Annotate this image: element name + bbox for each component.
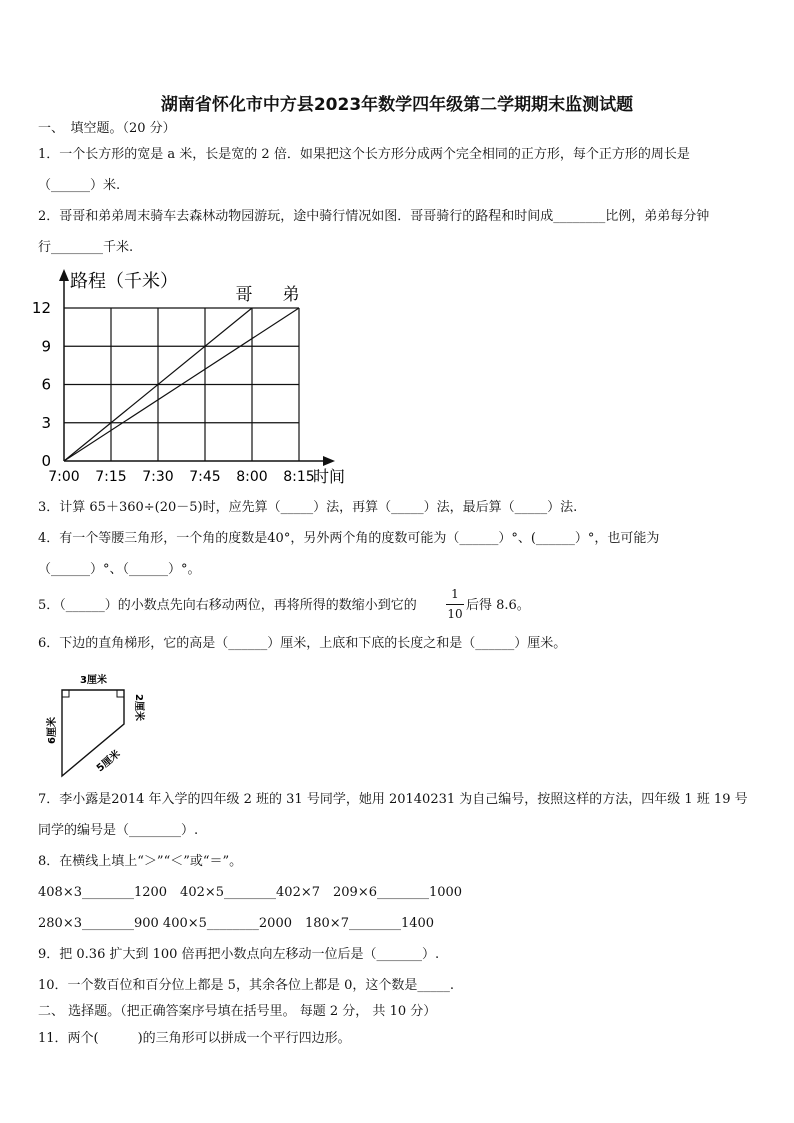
page-title: 湖南省怀化市中方县2023年数学四年级第二学期期末监测试题 xyxy=(160,95,634,115)
q5-fraction-bar xyxy=(446,604,464,605)
x-tick-label: 8:00 xyxy=(236,469,268,485)
x-axis-title: 时间 xyxy=(313,467,346,486)
left-side-label: 6厘米 xyxy=(47,717,58,744)
y-tick-label: 3 xyxy=(41,413,51,432)
q4-line1: 4．有一个等腰三角形，一个角的度数是40°，另外两个角的度数可能为（______）°、(______）°，也可能为 xyxy=(38,531,660,546)
top-side-label: 3厘米 xyxy=(80,675,107,686)
y-tick-label: 0 xyxy=(41,452,51,470)
q7-line1: 7．李小露是2014 年入学的四年级 2 班的 31 号同学，她用 20140231 为自己编号，按照这样的方法，四年级 1 班 19 号 xyxy=(38,792,748,807)
q9-text: 9．把 0.36 扩大到 100 倍再把小数点向左移动一位后是（_______）. xyxy=(38,947,440,962)
x-tick-label: 7:00 xyxy=(48,469,80,485)
y-tick-label: 9 xyxy=(41,337,51,356)
section-1-heading: 一、 填空题。（20 分） xyxy=(38,121,176,136)
q4-line2: （______）°、（______）°。 xyxy=(38,562,201,577)
chart-ticks xyxy=(32,299,315,485)
series-label: 哥 xyxy=(235,285,253,305)
q1-line2: （______）米. xyxy=(38,178,121,193)
y-axis-arrow xyxy=(59,269,69,281)
y-tick-label: 12 xyxy=(31,299,51,317)
right-angle-mark-right xyxy=(117,690,124,697)
q5-text-after: 后得 8.6。 xyxy=(466,598,530,613)
q8-intro: 8．在横线上填上“＞”“＜”或“＝”。 xyxy=(38,854,243,869)
x-tick-label: 7:30 xyxy=(142,469,174,485)
q8-row2: 280×3________900 400×5________2000 180×7________1400 xyxy=(38,916,435,931)
q3-text: 3．计算 65＋360÷(20－5)时，应先算（_____）法，再算（_____）法，最后算（_____）法. xyxy=(38,500,578,515)
q8-row1: 408×3________1200 402×5________402×7 209×6________1000 xyxy=(38,885,463,900)
q5-fraction-denominator: 10 xyxy=(447,607,463,621)
q2-line2: 行________千米. xyxy=(38,240,134,255)
q10-text: 10．一个数百位和百分位上都是 5，其余各位上都是 0，这个数是_____. xyxy=(38,978,454,993)
distance-time-chart xyxy=(30,265,390,490)
x-axis-arrow xyxy=(323,456,335,466)
right-side-label: 2厘米 xyxy=(133,694,144,721)
section-2-heading: 二、 选择题。（把正确答案序号填在括号里。 每题 2 分， 共 10 分） xyxy=(38,1004,437,1019)
right-angle-mark-left xyxy=(62,690,69,697)
q1-line1: 1．一个长方形的宽是 a 米，长是宽的 2 倍．如果把这个长方形分成两个完全相同的正方形，每个正方形的周长是 xyxy=(38,147,690,162)
q2-line1: 2．哥哥和弟弟周末骑车去森林动物园游玩，途中骑行情况如图．哥哥骑行的路程和时间成________比例，弟弟每分钟 xyxy=(38,209,710,224)
series-label: 弟 xyxy=(282,285,300,305)
x-tick-label: 7:45 xyxy=(189,469,221,485)
x-tick-label: 8:15 xyxy=(283,469,315,485)
slant-side-label: 5厘米 xyxy=(94,748,123,775)
y-axis-title: 路程（千米） xyxy=(70,271,178,292)
q6-text: 6．下边的直角梯形，它的高是（______）厘米，上底和下底的长度之和是（______）厘米。 xyxy=(38,636,567,651)
q5-text-before: 5．（______）的小数点先向右移动两位，再将所得的数缩小到它的 xyxy=(38,598,417,613)
q5-fraction-numerator: 1 xyxy=(451,587,459,601)
y-tick-label: 6 xyxy=(41,375,51,394)
q11-text: 11．两个( )的三角形可以拼成一个平行四边形。 xyxy=(38,1031,351,1046)
q7-line2: 同学的编号是（________）. xyxy=(38,823,199,838)
right-trapezoid-figure xyxy=(38,668,148,783)
x-tick-label: 7:15 xyxy=(95,469,127,485)
